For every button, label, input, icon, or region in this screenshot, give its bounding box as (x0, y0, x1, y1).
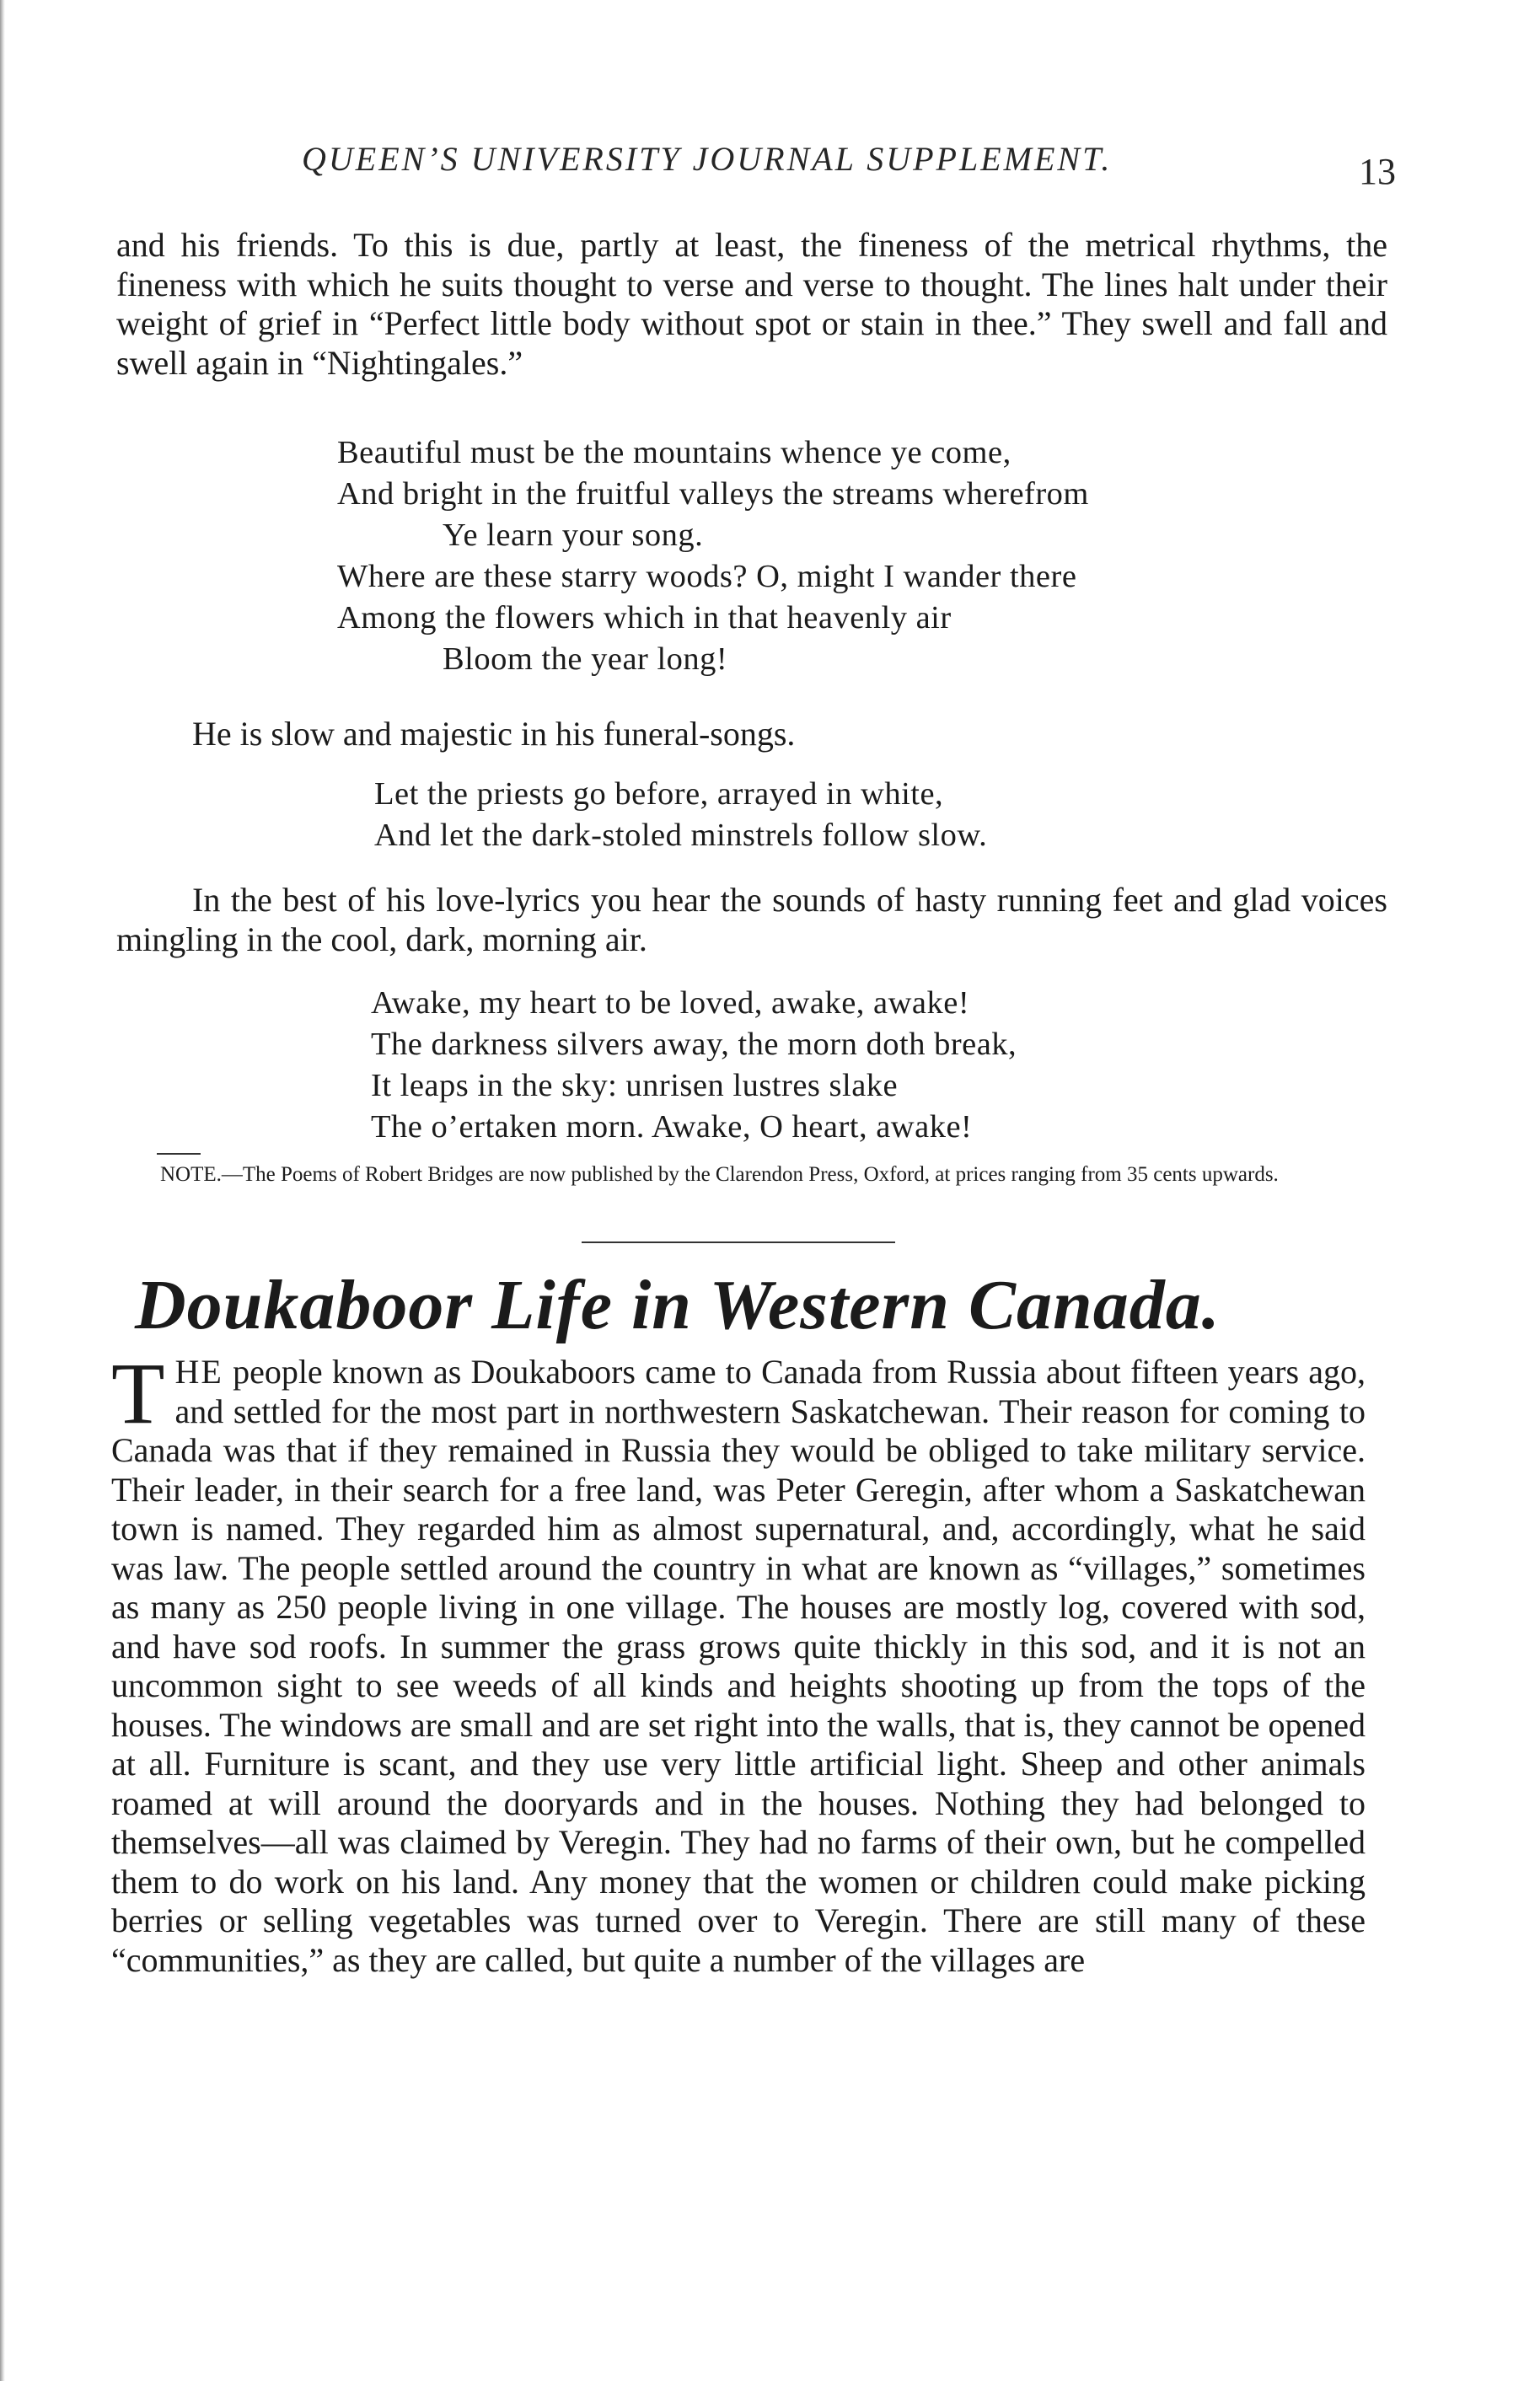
funeral-intro-block (116, 715, 1387, 754)
section-divider (582, 1241, 895, 1243)
poem-line: Beautiful must be the mountains whence ye come, (337, 435, 1011, 470)
poem-nightingales (337, 432, 1089, 680)
article-lead-in: HE (174, 1353, 223, 1391)
poem-line: Let the priests go before, arrayed in white, (374, 776, 944, 812)
poem-line: Where are these starry woods? O, might I wander there (337, 559, 1077, 594)
footnote-rule (157, 1153, 201, 1155)
poem-line: Ye learn your song. (443, 517, 704, 553)
article-body (111, 1345, 1366, 1980)
funeral-intro: He is slow and majestic in his funeral-songs. (192, 715, 796, 753)
page-binding-edge (0, 0, 5, 2381)
poem-line: It leaps in the sky: unrisen lustres slake (371, 1068, 899, 1103)
love-lyrics-paragraph: In the best of his love-lyrics you hear the sounds of hasty running feet and glad voices mingling in the cool, dark, morning air. (116, 881, 1387, 958)
article-title: Doukaboor Life in Western Canada. (135, 1266, 1221, 1344)
running-head: QUEEN’S UNIVERSITY JOURNAL SUPPLEMENT. (302, 140, 1113, 178)
poem-line: Among the flowers which in that heavenly air (337, 600, 952, 635)
page-number: 13 (1359, 151, 1396, 192)
love-lyrics-block (116, 881, 1387, 959)
poem-line: And bright in the fruitful valleys the streams wherefrom (337, 476, 1089, 512)
footnote (116, 1161, 1387, 1188)
poem-line: The darkness silvers away, the morn doth break, (371, 1027, 1017, 1062)
poem-awake (371, 983, 1017, 1148)
drop-cap: T (111, 1345, 165, 1442)
poem-line: Awake, my heart to be loved, awake, awake! (371, 985, 970, 1021)
poem-line: And let the dark-stoled minstrels follow slow. (374, 818, 988, 853)
footnote-text: NOTE.—The Poems of Robert Bridges are now published by the Clarendon Press, Oxford, at prices ranging from 35 cents upwards. (160, 1163, 1279, 1186)
poem-line: The o’ertaken morn. Awake, O heart, awake! (371, 1109, 973, 1145)
poem-line: Bloom the year long! (443, 641, 728, 677)
poem-funeral (374, 774, 987, 856)
continued-paragraph-block (116, 226, 1387, 383)
continued-paragraph: and his friends. To this is due, partly at least, the fineness of the metrical rhythms, the fineness with which he suits thought to verse and verse to thought. The lines halt under their weight of grief in “Perfect little body without spot or stain in thee.” They swell and fall and swell again in “Nightingales.” (116, 226, 1387, 382)
article-body-text: people known as Doukaboors came to Canada from Russia about fifteen years ago, and settled for the most part in northwestern Saskatchewan. Their reason for coming to Canada was that if they remained in Russia they would be obliged to take military service. Their leader, in their search for a free land, was Peter Geregin, after whom a Saskatchewan town is named. They regarded him as almost supernatural, and, accordingly, what he said was law. The people settled around the country in what are known as “villages,” sometimes as many as 250 people living in one village. The houses are mostly log, covered with sod, and have sod roofs. In summer the grass grows quite thickly in this sod, and it is not an uncommon sight to see weeds of all kinds and heights shooting up from the tops of the houses. The windows are small and are set right into the walls, that is, they cannot be opened at all. Furniture is scant, and they use very little artificial light. Sheep and other animals roamed at will around the dooryards and in the houses. Nothing they had belonged to themselves—all was claimed by Veregin. They had no farms of their own, but he compelled them to do work on his land. Any money that the women or children could make picking berries or selling vegetables was turned over to Veregin. There are still many of these “communities,” as they are called, but quite a number of the villages are (111, 1353, 1366, 1979)
